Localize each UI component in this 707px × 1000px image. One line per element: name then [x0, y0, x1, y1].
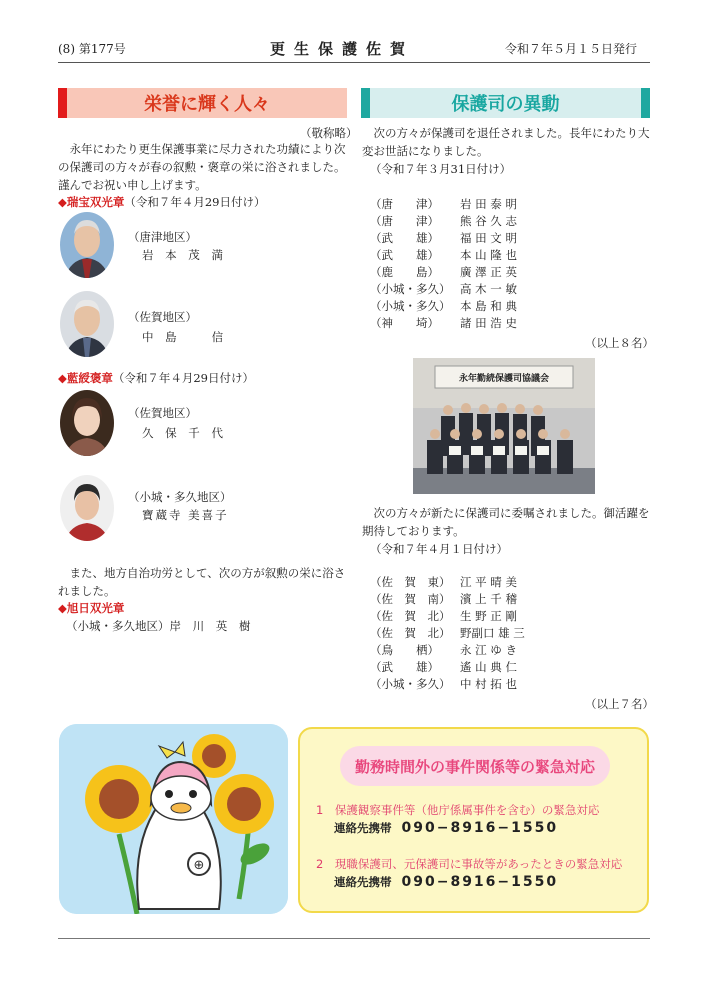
award-date: （令和７年４月29日付け） — [124, 195, 266, 209]
retire-date: （令和７年３月31日付け） — [370, 162, 512, 176]
emergency-phone-1 — [334, 820, 558, 836]
emergency-title: 勤務時間外の事件関係等の緊急対応 — [340, 746, 610, 786]
phone-label: 連絡先携帯 — [334, 875, 392, 889]
portrait-photo — [60, 390, 114, 456]
emergency-phone-2 — [334, 874, 558, 890]
phone-label: 連絡先携帯 — [334, 821, 392, 835]
new-date: （令和７年４月１日付け） — [370, 542, 508, 556]
transfer-banner: 保護司の異動 — [361, 88, 650, 118]
person-district: （佐賀地区） — [128, 310, 197, 324]
portrait-photo — [60, 475, 114, 541]
list-item: （佐 賀 南） 濱 上 千 稽 — [370, 592, 517, 606]
award-title: ◆藍綬褒章 — [58, 371, 113, 385]
list-item: （武 雄） 遙 山 典 仁 — [370, 660, 517, 674]
person-district: （佐賀地区） — [128, 406, 197, 420]
new-list — [370, 574, 525, 693]
list-item: （唐 津） 熊 谷 久 志 — [370, 214, 517, 228]
newsletter-title: 更生保護佐賀 — [270, 40, 415, 58]
list-item: （佐 賀 北） 生 野 正 剛 — [370, 609, 517, 623]
person-name: 寶蔵寺 美喜子 — [142, 508, 229, 522]
person-district: （唐津地区） — [128, 230, 197, 244]
list-item: （武 雄） 本 山 隆 也 — [370, 248, 517, 262]
list-item: （唐 津） 岩 田 泰 明 — [370, 197, 517, 211]
list-item: （鳥 栖） 永 江 ゆ き — [370, 643, 517, 657]
emergency-item-2: 2 現職保護司、元保護司に事故等があったときの緊急対応 — [316, 857, 623, 871]
person-district: （小城・多久地区） — [66, 619, 170, 633]
award-title: ◆瑞宝双光章 — [58, 195, 125, 209]
header-divider — [58, 62, 650, 63]
issue-date: 令和７年５月１５日発行 — [505, 42, 638, 56]
list-item: （鹿 島） 廣 澤 正 英 — [370, 265, 517, 279]
retire-intro: 次の方々が保護司を退任されました。長年にわたり大変お世話になりました。 — [362, 126, 650, 158]
list-item: （佐 賀 北） 野副口 雄 三 — [370, 626, 525, 640]
honors-intro: 永年にわたり更生保護事業に尽力された功績により次の保護司の方々が春の叙勲・褒章の栄に浴されました。謹んでお祝い申し上げます。 — [58, 142, 346, 192]
award-title: ◆旭日双光章 — [58, 601, 125, 615]
group-photo — [413, 358, 595, 494]
portrait-photo — [60, 291, 114, 357]
mascot-illustration — [59, 724, 288, 914]
award-zuiho — [58, 194, 265, 210]
person-district: （小城・多久地区） — [128, 490, 232, 504]
emergency-item-1: 1 保護観察事件等（他庁係属事件を含む）の緊急対応 — [316, 803, 600, 817]
person-name: 久 保 千 代 — [142, 426, 227, 440]
honorific-note: （敬称略） — [300, 126, 358, 140]
sunflower-icon — [85, 765, 153, 833]
list-item: （小城・多久） 高 木 一 敏 — [370, 282, 517, 296]
photo-sign: 永年勤続保護司協議会 — [458, 373, 549, 384]
list-item: （神 埼） 諸 田 浩 史 — [370, 316, 517, 330]
person-kishikawa — [66, 618, 254, 634]
person-name: 中 島 信 — [142, 330, 228, 344]
page-number: (8) 第177号 — [58, 42, 126, 56]
local-autonomy-intro: また、地方自治功労として、次の方が叙勲の栄に浴されました。 — [58, 566, 346, 598]
new-intro: 次の方々が新たに保護司に委嘱されました。御活躍を期待しております。 — [362, 506, 650, 538]
person-name: 岸 川 英 樹 — [169, 619, 255, 633]
person-name: 岩 本 茂 満 — [142, 248, 227, 262]
retired-list — [370, 196, 517, 332]
honors-banner: 栄誉に輝く人々 — [58, 88, 347, 118]
award-kyokujitsu — [58, 600, 124, 616]
new-total: （以上７名） — [585, 697, 654, 711]
award-date: （令和７年４月29日付け） — [112, 371, 254, 385]
list-item: （小城・多久） 中 村 拓 也 — [370, 677, 517, 691]
list-item: （佐 賀 東） 江 平 晴 美 — [370, 575, 517, 589]
list-item: （小城・多久） 本 島 和 典 — [370, 299, 517, 313]
phone-number: 090−8916−1550 — [401, 820, 559, 836]
list-item: （武 雄） 福 田 文 明 — [370, 231, 517, 245]
footer-divider — [58, 938, 650, 939]
portrait-photo — [60, 212, 114, 278]
phone-number: 090−8916−1550 — [401, 874, 559, 890]
retire-total: （以上８名） — [585, 336, 654, 350]
svg-text:⊕: ⊕ — [193, 858, 205, 873]
award-ranju — [58, 370, 254, 386]
